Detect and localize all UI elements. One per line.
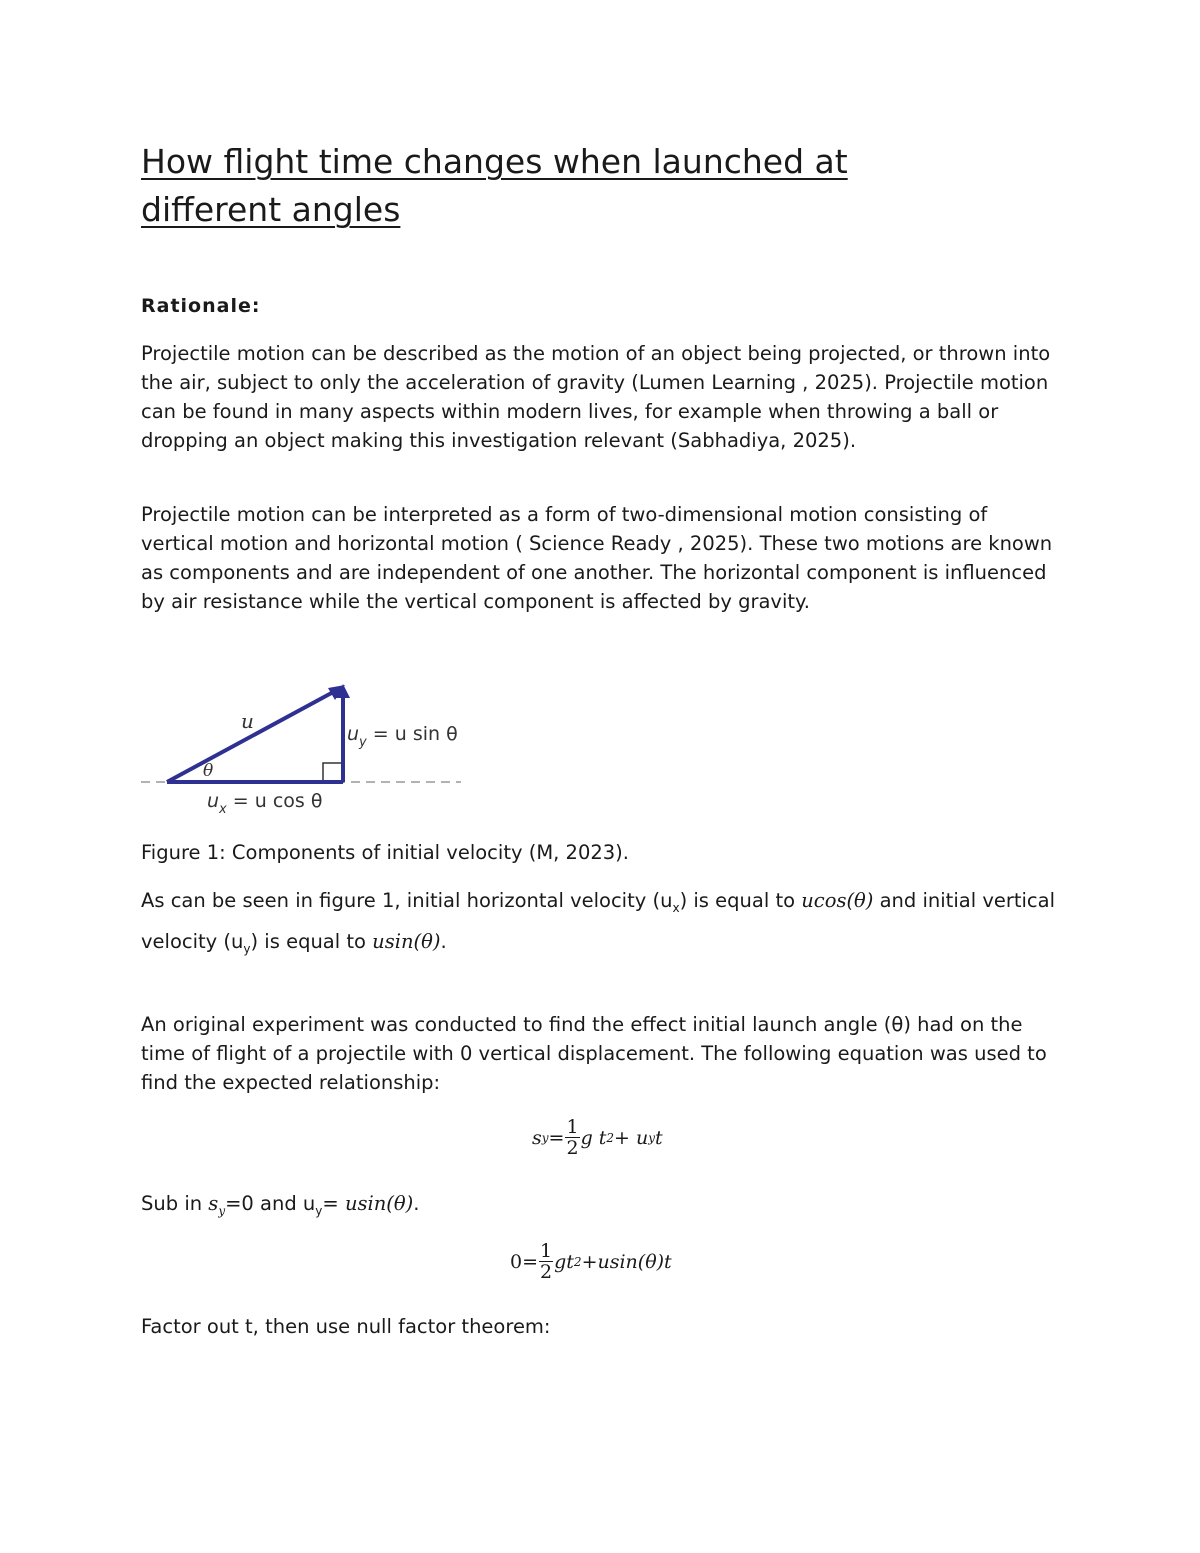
rationale-heading: Rationale: bbox=[141, 295, 261, 317]
paragraph-factor-out: Factor out t, then use null factor theorem: bbox=[141, 1315, 551, 1338]
paragraph-projectile-definition: Projectile motion can be described as the motion of an object being projected, or thrown into the air, subject to only the acceleration of gravity (Lumen Learning , 2025). Projectile motion can be found in many aspects within modern lives, for example when throwing a ball or dropping an object making this investigation relevant (Sabhadiya, 2025). bbox=[141, 342, 1051, 452]
equation-displacement: s y = $\frac{1}{2}$ g t 2 + u y t bbox=[532, 1116, 663, 1159]
equation-substituted: 0= $\frac{1}{2}$ gt 2 +usin(θ)t bbox=[510, 1240, 672, 1283]
label-uy: $u_y = u$ sin θ bbox=[347, 723, 458, 750]
paragraph-components: Projectile motion can be interpreted as a form of two-dimensional motion consisting of vertical motion and horizontal motion ( Science Ready , 2025). These two motions are known as components and are independent of one another. The horizontal component is influenced by air resistance while the vertical component is affected by gravity. bbox=[141, 503, 1053, 613]
label-theta: θ bbox=[203, 761, 214, 781]
substitution-line: Sub in $s_y=0$ and $u_y= usin(\theta)$. bbox=[141, 1192, 420, 1218]
paragraph-velocity-components: As can be seen in figure 1, initial horizontal velocity $(u_x)$ is equal to ucos(θ) and initial vertical velocity $(u_y)$ is equal to usin(θ). bbox=[141, 889, 1056, 956]
velocity-vector-u bbox=[167, 690, 337, 782]
right-angle-marker bbox=[323, 763, 343, 782]
label-ux: $u_x = u$ cos θ bbox=[207, 790, 323, 817]
label-u: u bbox=[241, 709, 254, 733]
paragraph-experiment: An original experiment was conducted to find the effect initial launch angle (θ) had on the time of flight of a projectile with 0 vertical displacement. The following equation was used to find the expected relationship: bbox=[141, 1013, 1047, 1094]
document-title: How flight time changes when launched at different angles bbox=[141, 142, 848, 229]
figure-caption: Figure 1: Components of initial velocity (M, 2023). bbox=[141, 841, 629, 864]
velocity-components-figure bbox=[141, 676, 471, 826]
